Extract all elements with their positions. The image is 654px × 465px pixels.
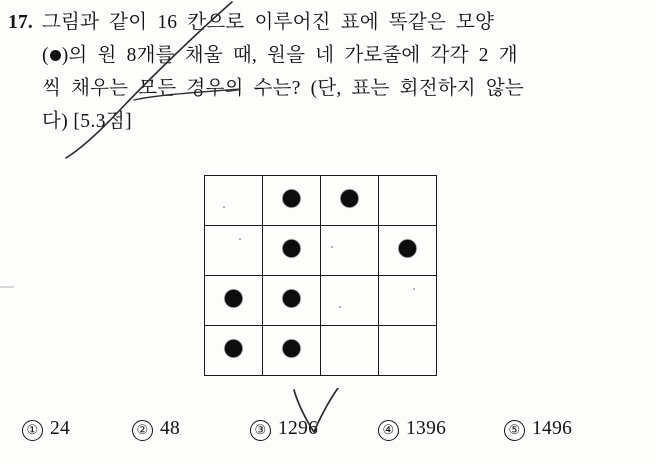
filled-circle-icon — [283, 190, 300, 207]
choice-label: 24 — [50, 418, 71, 439]
answer-choices — [22, 418, 636, 441]
choice-label: 1396 — [406, 418, 447, 439]
choice-label: 48 — [160, 418, 181, 439]
choice-label: 1296 — [278, 418, 319, 439]
grid-cell-r1c1 — [205, 176, 263, 226]
filled-circle-icon — [225, 340, 242, 357]
choice-marker: ④ — [378, 420, 399, 441]
choice-marker: ⑤ — [504, 420, 525, 441]
grid-cell-r4c1 — [205, 326, 263, 376]
grid-cell-r3c1 — [205, 276, 263, 326]
table-row — [205, 326, 437, 376]
grid-cell-r1c3 — [321, 176, 379, 226]
question-line-3 — [8, 72, 648, 105]
choice-1[interactable] — [22, 418, 132, 441]
choice-4[interactable] — [378, 418, 504, 441]
page-edge-smudge — [0, 286, 14, 288]
choice-marker: ② — [132, 420, 153, 441]
choice-label: 1496 — [532, 418, 573, 439]
filled-circle-icon — [225, 290, 242, 307]
grid-cell-r1c4 — [379, 176, 437, 226]
choice-marker: ③ — [250, 420, 271, 441]
choice-2[interactable] — [132, 418, 250, 441]
grid-cell-r4c3 — [321, 326, 379, 376]
choice-3[interactable] — [250, 418, 378, 441]
circle-grid — [204, 175, 437, 376]
choice-marker: ① — [22, 420, 43, 441]
grid-cell-r2c4 — [379, 226, 437, 276]
grid-cell-r3c2 — [263, 276, 321, 326]
table-row — [205, 176, 437, 226]
question-line-2 — [8, 39, 648, 72]
question-line-2-text: )의 원 8개를 채울 때, 원을 네 가로줄에 각각 2 개 — [61, 45, 518, 66]
question-number: 17. — [8, 12, 33, 33]
question-line-4-text: 다) [5.3점] — [42, 111, 133, 132]
grid-cell-r3c3 — [321, 276, 379, 326]
grid-cell-r4c4 — [379, 326, 437, 376]
table-row — [205, 276, 437, 326]
filled-circle-icon — [50, 50, 61, 61]
grid-cell-r4c2 — [263, 326, 321, 376]
grid-cell-r2c2 — [263, 226, 321, 276]
question-block — [8, 6, 648, 138]
filled-circle-icon — [341, 190, 358, 207]
filled-circle-icon — [283, 340, 300, 357]
grid-cell-r2c1 — [205, 226, 263, 276]
grid-cell-r3c4 — [379, 276, 437, 326]
filled-circle-icon — [399, 240, 416, 257]
grid-figure — [204, 175, 437, 376]
question-line-1-text: 그림과 같이 16 칸으로 이루어진 표에 똑같은 모양 — [42, 12, 495, 33]
paren-open: ( — [42, 45, 49, 66]
question-line-1 — [8, 6, 648, 39]
choice-5[interactable] — [504, 418, 624, 441]
question-line-3-text: 씩 채우는 모든 경우의 수는? (단, 표는 회전하지 않는 — [42, 78, 524, 99]
grid-cell-r1c2 — [263, 176, 321, 226]
filled-circle-icon — [283, 290, 300, 307]
table-row — [205, 226, 437, 276]
filled-circle-icon — [283, 240, 300, 257]
question-line-4 — [8, 105, 648, 138]
grid-cell-r2c3 — [321, 226, 379, 276]
